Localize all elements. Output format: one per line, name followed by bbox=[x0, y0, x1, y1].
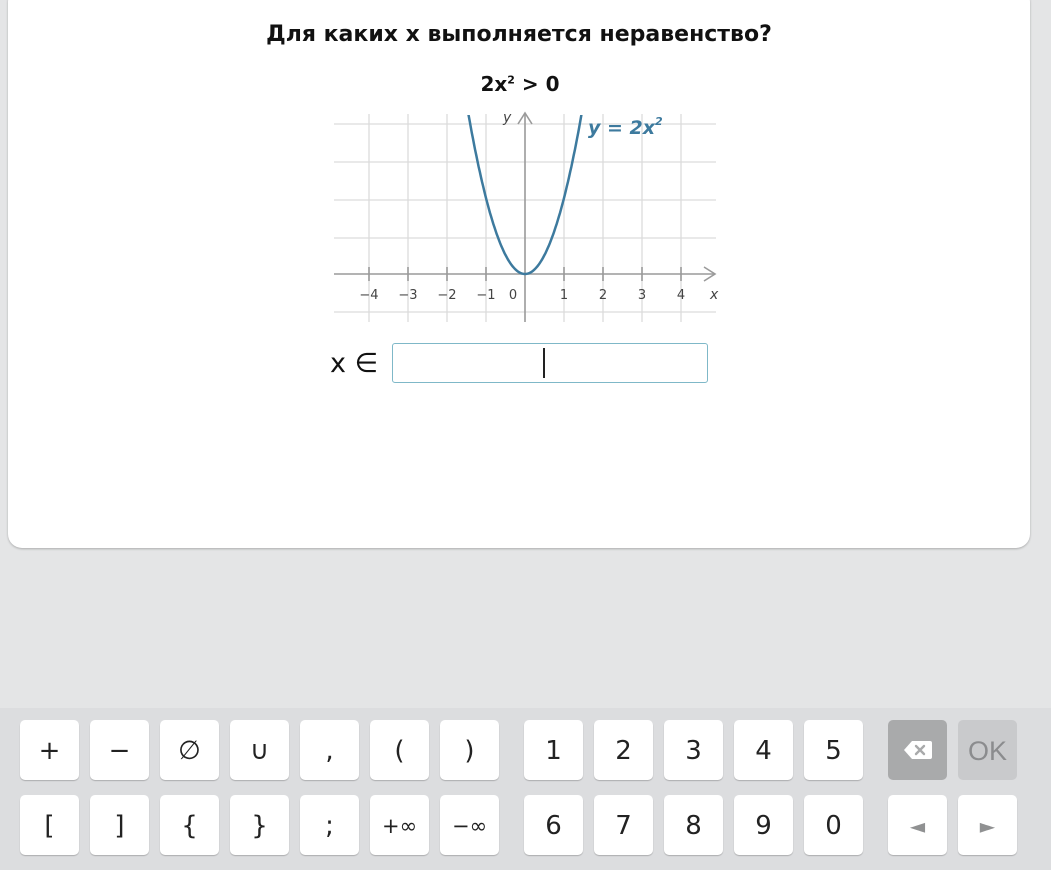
key-open-bracket[interactable]: [ bbox=[20, 795, 79, 855]
math-keyboard bbox=[0, 708, 1051, 870]
inequality-rest: > 0 bbox=[514, 72, 560, 96]
curve-label-exponent: 2 bbox=[655, 115, 663, 128]
key-digit-1[interactable]: 1 bbox=[524, 720, 583, 780]
cursor-left-button[interactable]: ◄ bbox=[888, 795, 947, 855]
backspace-icon bbox=[903, 739, 933, 761]
x-tick-label: 1 bbox=[559, 288, 569, 303]
x-tick-label: 0 bbox=[508, 288, 518, 303]
question-text: Для каких х выполняется неравенство? bbox=[266, 22, 772, 47]
x-tick-label: −4 bbox=[359, 288, 379, 303]
key-close-paren[interactable]: ) bbox=[440, 720, 499, 780]
key-digit-3[interactable]: 3 bbox=[664, 720, 723, 780]
key-digit-9[interactable]: 9 bbox=[734, 795, 793, 855]
key-digit-5[interactable]: 5 bbox=[804, 720, 863, 780]
key-semicolon[interactable]: ; bbox=[300, 795, 359, 855]
x-axis-label: x bbox=[710, 287, 719, 303]
x-tick-label: 2 bbox=[598, 288, 608, 303]
key-close-bracket[interactable]: ] bbox=[90, 795, 149, 855]
key-plus-infinity[interactable]: +∞ bbox=[370, 795, 429, 855]
answer-prefix: x ∈ bbox=[330, 348, 379, 379]
inequality-base: 2x bbox=[480, 72, 508, 96]
backspace-button[interactable] bbox=[888, 720, 947, 780]
key-digit-0[interactable]: 0 bbox=[804, 795, 863, 855]
key-digit-4[interactable]: 4 bbox=[734, 720, 793, 780]
parabola-graph bbox=[330, 108, 730, 328]
x-tick-label: 3 bbox=[637, 288, 647, 303]
x-tick-labels bbox=[359, 288, 685, 303]
x-tick-label: −1 bbox=[476, 288, 496, 303]
x-tick-label: 4 bbox=[676, 288, 686, 303]
key-comma[interactable]: , bbox=[300, 720, 359, 780]
curve-label bbox=[588, 115, 663, 139]
y-axis-label: y bbox=[503, 110, 512, 126]
key-digit-8[interactable]: 8 bbox=[664, 795, 723, 855]
key-open-brace[interactable]: { bbox=[160, 795, 219, 855]
key-close-brace[interactable]: } bbox=[230, 795, 289, 855]
key-minus-infinity[interactable]: −∞ bbox=[440, 795, 499, 855]
key-digit-6[interactable]: 6 bbox=[524, 795, 583, 855]
x-tick-label: −3 bbox=[398, 288, 418, 303]
inequality-exponent: 2 bbox=[507, 73, 515, 87]
key-plus[interactable]: + bbox=[20, 720, 79, 780]
key-union[interactable]: ∪ bbox=[230, 720, 289, 780]
curve-label-text: y = 2x bbox=[588, 117, 656, 139]
cursor-right-button[interactable]: ► bbox=[958, 795, 1017, 855]
key-empty-set[interactable]: ∅ bbox=[160, 720, 219, 780]
key-open-paren[interactable]: ( bbox=[370, 720, 429, 780]
ok-button[interactable]: OK bbox=[958, 720, 1017, 780]
key-minus[interactable]: − bbox=[90, 720, 149, 780]
text-caret bbox=[543, 348, 545, 378]
key-digit-2[interactable]: 2 bbox=[594, 720, 653, 780]
x-tick-label: −2 bbox=[437, 288, 457, 303]
inequality bbox=[470, 72, 570, 96]
answer-input[interactable] bbox=[392, 343, 708, 383]
key-digit-7[interactable]: 7 bbox=[594, 795, 653, 855]
